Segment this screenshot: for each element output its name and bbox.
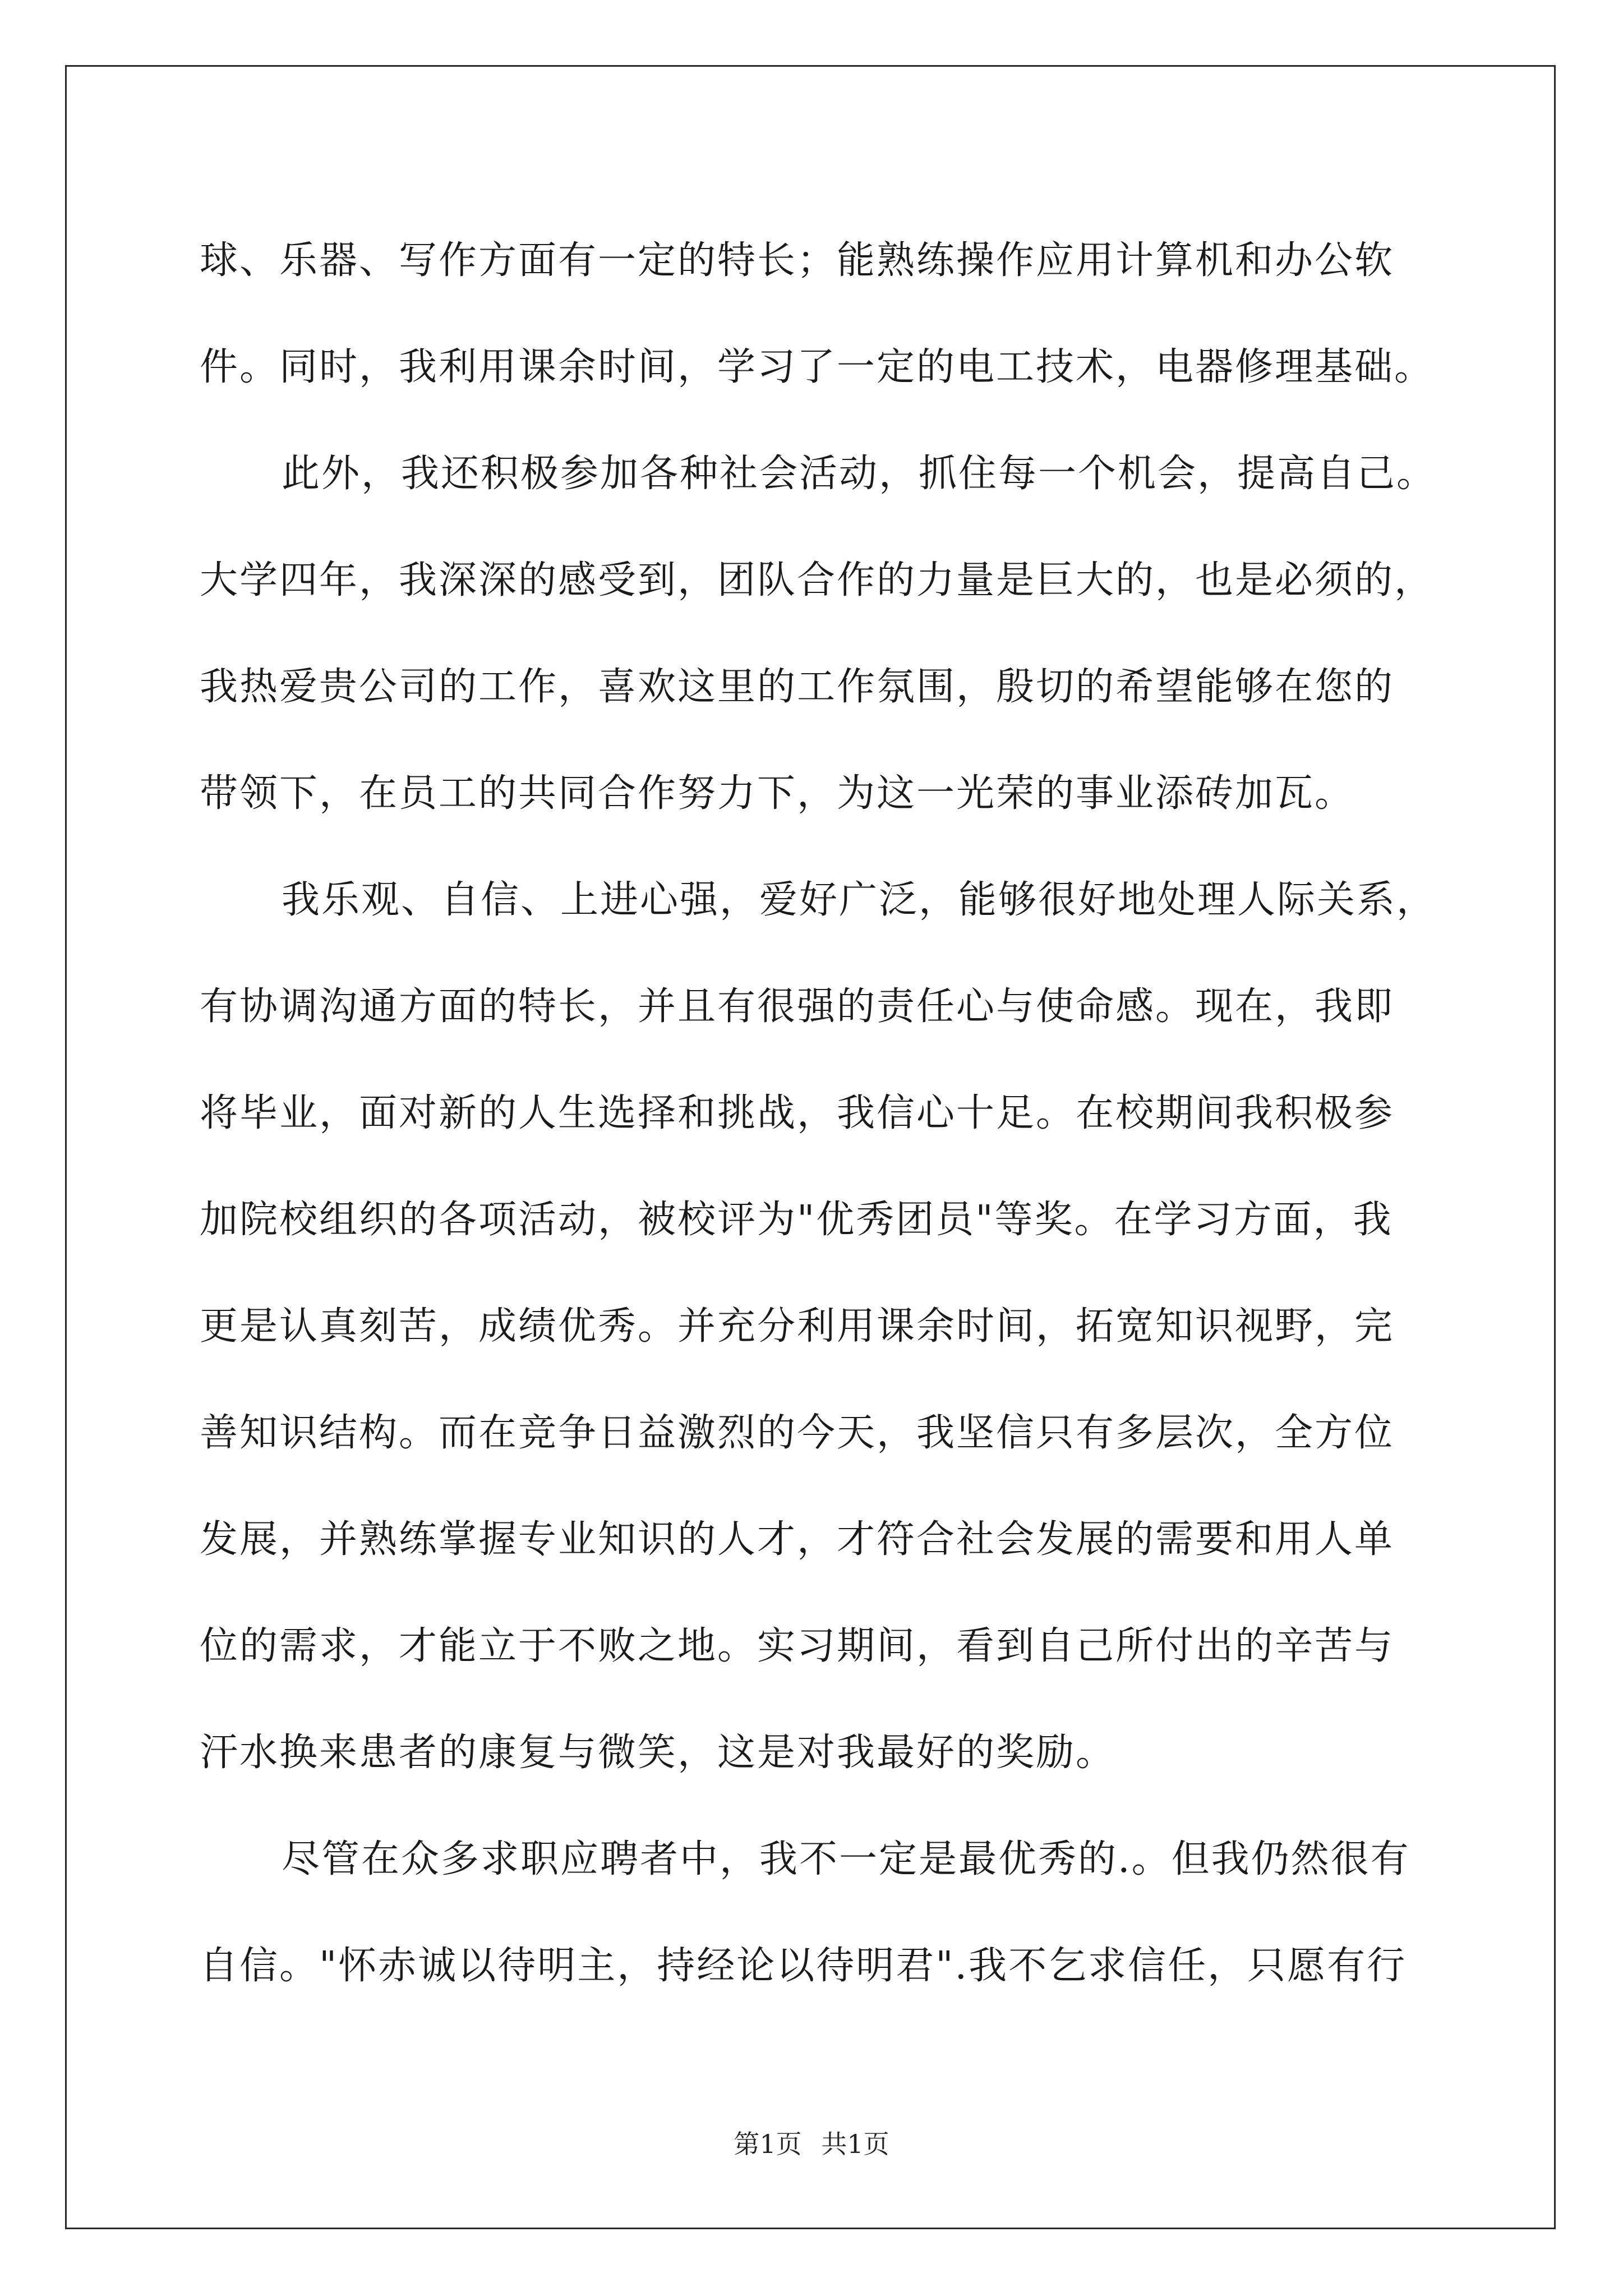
text-line: 善知识结构。而在竞争日益激烈的今天，我坚信只有多层次，全方位 — [200, 1411, 1395, 1455]
paragraph-start-line: 尽管在众多求职应聘者中，我不一定是最优秀的.。但我仍然很有 — [282, 1837, 1410, 1881]
text-line: 将毕业，面对新的人生选择和挑战，我信心十足。在校期间我积极参 — [200, 1091, 1395, 1135]
page-footer — [0, 2127, 1623, 2161]
page-number: 第1页 — [734, 2129, 802, 2159]
text-line: 位的需求，才能立于不败之地。实习期间，看到自己所付出的辛苦与 — [200, 1624, 1395, 1668]
text-line: 带领下，在员工的共同合作努力下，为这一光荣的事业添砖加瓦。 — [200, 771, 1355, 816]
text-line: 加院校组织的各项活动，被校评为"优秀团员"等奖。在学习方面，我 — [200, 1198, 1393, 1242]
paragraph-start-line: 我乐观、自信、上进心强，爱好广泛，能够很好地处理人际关系， — [282, 878, 1437, 922]
text-line: 发展，并熟练掌握专业知识的人才，才符合社会发展的需要和用人单 — [200, 1517, 1395, 1562]
text-line: 大学四年，我深深的感受到，团队合作的力量是巨大的，也是必须的， — [200, 558, 1435, 602]
text-line: 我热爱贵公司的工作，喜欢这里的工作氛围，殷切的希望能够在您的 — [200, 665, 1395, 709]
text-line: 有协调沟通方面的特长，并且有很强的责任心与使命感。现在，我即 — [200, 984, 1395, 1029]
text-line: 汗水换来患者的康复与微笑，这是对我最好的奖励。 — [200, 1731, 1116, 1775]
text-line: 球、乐器、写作方面有一定的特长；能熟练操作应用计算机和办公软 — [200, 238, 1395, 283]
document-body — [200, 208, 1437, 2019]
text-line: 件。同时，我利用课余时间，学习了一定的电工技术，电器修理基础。 — [200, 345, 1435, 389]
text-line: 更是认真刻苦，成绩优秀。并充分利用课余时间，拓宽知识视野，完 — [200, 1304, 1395, 1349]
paragraph-start-line: 此外，我还积极参加各种社会活动，抓住每一个机会，提高自己。 — [282, 452, 1437, 496]
text-line: 自信。"怀赤诚以待明主，持经论以待明君".我不乞求信任，只愿有行 — [200, 1944, 1407, 1988]
page-total: 共1页 — [821, 2129, 889, 2159]
